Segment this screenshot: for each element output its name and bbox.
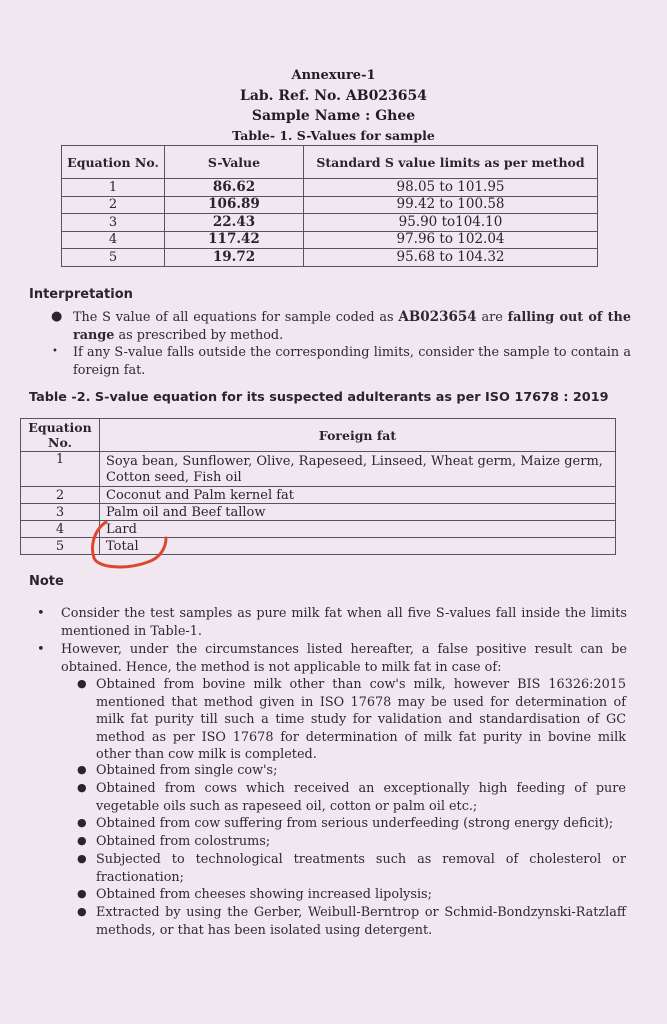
eq-cell: 3 <box>21 504 100 521</box>
eq-cell: 1 <box>62 179 165 197</box>
table-row <box>21 452 616 487</box>
table-row <box>62 231 598 249</box>
bullet-dot: ● <box>77 852 87 865</box>
table-header-row <box>62 146 598 179</box>
col-header-limits: Standard S value limits as per method <box>304 146 598 179</box>
col-header-equation: Equation No. <box>21 419 100 452</box>
handwritten-circle-annotation <box>86 516 176 572</box>
table-row <box>62 214 598 232</box>
note-sub-item: Obtained from cows which received an exceptionally high feeding of pure vegetable oils such as rapeseed oil, cotton or palm oil etc.; <box>96 781 626 814</box>
text-span: as prescribed by method. <box>114 327 284 343</box>
s-value-cell: 19.72 <box>165 249 304 267</box>
annotation-stroke <box>93 522 167 567</box>
table2-title: Table -2. S-value equation for its suspected adulterants as per ISO 17678 : 2019 <box>29 390 609 405</box>
bullet-dot: ● <box>77 677 87 690</box>
bullet-dot: ● <box>77 834 87 847</box>
bullet-dot: • <box>37 606 45 621</box>
s-values-table <box>61 145 598 267</box>
table1-title: Table- 1. S-Values for sample <box>232 128 435 143</box>
limit-cell: 95.90 to104.10 <box>304 214 598 232</box>
bullet-dot: ● <box>51 309 63 324</box>
foreign-fat-cell: Soya bean, Sunflower, Olive, Rapeseed, Linseed, Wheat germ, Maize germ, Cotton seed, Fish oil <box>100 452 616 487</box>
note-sub-item: Obtained from colostrums; <box>96 834 271 849</box>
interpretation-point-1 <box>73 309 631 344</box>
sample-name: Sample Name : Ghee <box>251 108 416 124</box>
note-point-1: Consider the test samples as pure milk fat when all five S-values fall inside the limits mentioned in Table-1. <box>61 606 627 639</box>
text-span: are <box>476 310 508 325</box>
eq-cell: 4 <box>21 521 100 538</box>
eq-cell: 1 <box>21 452 100 487</box>
text-span: The S value of all equations for sample coded as <box>73 310 399 325</box>
bullet-dot: ● <box>77 887 87 900</box>
table-header-row <box>21 419 616 452</box>
col-header-foreign-fat: Foreign fat <box>100 419 616 452</box>
note-sub-item: Extracted by using the Gerber, Weibull-Berntrop or Schmid-Bondzynski-Ratzlaff methods, or that has been isolated using detergent. <box>96 905 626 938</box>
foreign-fat-cell: Lard <box>100 521 616 538</box>
bullet-dot: ● <box>77 905 87 918</box>
bullet-dot: ● <box>77 781 87 794</box>
sample-code: AB023654 <box>398 309 477 325</box>
bullet-dot: ● <box>77 763 87 776</box>
lab-ref: Lab. Ref. No. AB023654 <box>239 88 428 104</box>
note-sub-item: Subjected to technological treatments such as removal of cholesterol or fractionation; <box>96 852 626 885</box>
emphasis-text: falling out of the range <box>73 310 631 343</box>
table-row <box>62 179 598 197</box>
table-row <box>62 196 598 214</box>
bullet-dot: • <box>52 346 58 357</box>
foreign-fat-cell: Total <box>100 538 616 555</box>
table-row <box>21 487 616 504</box>
foreign-fat-cell: Coconut and Palm kernel fat <box>100 487 616 504</box>
s-value-cell: 22.43 <box>165 214 304 232</box>
note-title: Note <box>29 574 64 589</box>
bullet-dot: • <box>37 642 45 657</box>
limit-cell: 97.96 to 102.04 <box>304 231 598 249</box>
limit-cell: 98.05 to 101.95 <box>304 179 598 197</box>
eq-cell: 4 <box>62 231 165 249</box>
s-value-cell: 106.89 <box>165 196 304 214</box>
limit-cell: 99.42 to 100.58 <box>304 196 598 214</box>
eq-cell: 5 <box>62 249 165 267</box>
s-value-cell: 86.62 <box>165 179 304 197</box>
eq-cell: 2 <box>21 487 100 504</box>
interpretation-point-2: If any S-value falls outside the corresponding limits, consider the sample to contain a foreign fat. <box>73 345 631 378</box>
annexure-title: Annexure-1 <box>291 68 376 83</box>
eq-cell: 3 <box>62 214 165 232</box>
note-sub-item: Obtained from cow suffering from serious underfeeding (strong energy deficit); <box>96 816 614 831</box>
eq-cell: 2 <box>62 196 165 214</box>
note-sub-item: Obtained from cheeses showing increased lipolysis; <box>96 887 432 902</box>
bullet-dot: ● <box>77 816 87 829</box>
limit-cell: 95.68 to 104.32 <box>304 249 598 267</box>
note-sub-item: Obtained from single cow's; <box>96 763 278 778</box>
col-header-equation: Equation No. <box>62 146 165 179</box>
col-header-s-value: S-Value <box>165 146 304 179</box>
interpretation-title: Interpretation <box>29 287 133 302</box>
foreign-fat-cell: Palm oil and Beef tallow <box>100 504 616 521</box>
note-sub-item: Obtained from bovine milk other than cow's milk, however BIS 16326:2015 mentioned that method given in ISO 17678 may be used for determination of milk fat purity till such a time study for validation and standardisation of GC method as per ISO 17678 for determination of milk fat purity in bovine milk other than cow milk is completed. <box>96 677 626 762</box>
table-row <box>62 249 598 267</box>
eq-cell: 5 <box>21 538 100 555</box>
s-value-cell: 117.42 <box>165 231 304 249</box>
note-point-2: However, under the circumstances listed hereafter, a false positive result can be obtained. Hence, the method is not applicable to milk fat in case of: <box>61 642 627 675</box>
